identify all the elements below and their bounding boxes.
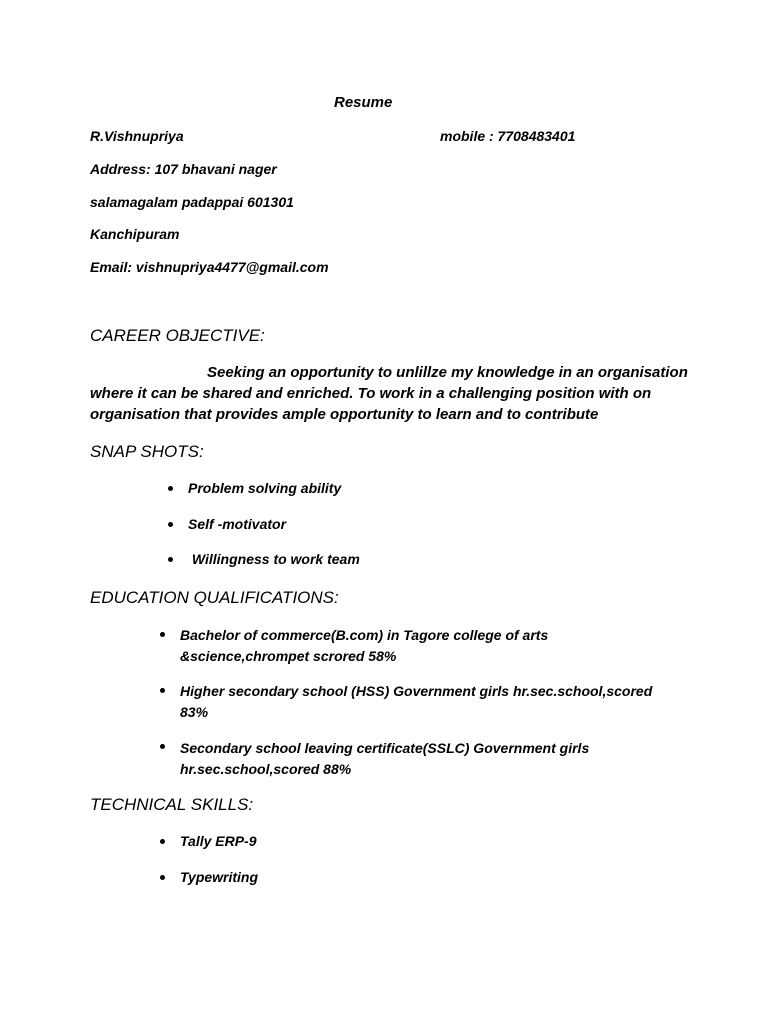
- snap-shots-heading: SNAP SHOTS:: [90, 442, 204, 461]
- document-title: Resume: [334, 94, 393, 111]
- technical-skill-item: Tally ERP-9: [180, 833, 257, 849]
- education-item: Secondary school leaving certificate(SSLC) Government girls hr.sec.school,scored 88%: [180, 740, 590, 777]
- snapshot-item: Willingness to work team: [188, 551, 360, 567]
- bullet-icon: [160, 839, 165, 844]
- candidate-name: R.Vishnupriya: [90, 128, 184, 144]
- career-objective-heading: CAREER OBJECTIVE:: [90, 326, 265, 345]
- address-line-2: salamagalam padappai 601301: [90, 194, 294, 210]
- mobile-number: mobile : 7708483401: [440, 128, 576, 144]
- bullet-icon: [160, 688, 165, 693]
- bullet-icon: [160, 632, 165, 637]
- education-heading: EDUCATION QUALIFICATIONS:: [90, 588, 339, 607]
- address-city: Kanchipuram: [90, 226, 180, 242]
- technical-skill-item: Typewriting: [180, 869, 259, 885]
- bullet-icon: [160, 744, 165, 749]
- education-item: Bachelor of commerce(B.com) in Tagore college of arts &science,chrompet scrored 58%: [180, 627, 549, 664]
- snapshot-item: Self -motivator: [188, 516, 287, 532]
- snapshot-item: Problem solving ability: [188, 480, 342, 496]
- technical-skills-heading: TECHNICAL SKILLS:: [90, 795, 254, 814]
- bullet-icon: [160, 875, 165, 880]
- bullet-icon: [168, 557, 173, 562]
- education-item: Higher secondary school (HSS) Government girls hr.sec.school,scored 83%: [180, 683, 653, 720]
- career-objective-text: Seeking an opportunity to unlillze my knowledge in an organisation where it can be shared and enriched. To work in a challenging position with on organisation that provides ample opportunity to learn and to contribute: [90, 364, 688, 423]
- email: Email: vishnupriya4477@gmail.com: [90, 259, 329, 275]
- address-line-1: Address: 107 bhavani nager: [90, 161, 277, 177]
- bullet-icon: [168, 486, 173, 491]
- bullet-icon: [168, 522, 173, 527]
